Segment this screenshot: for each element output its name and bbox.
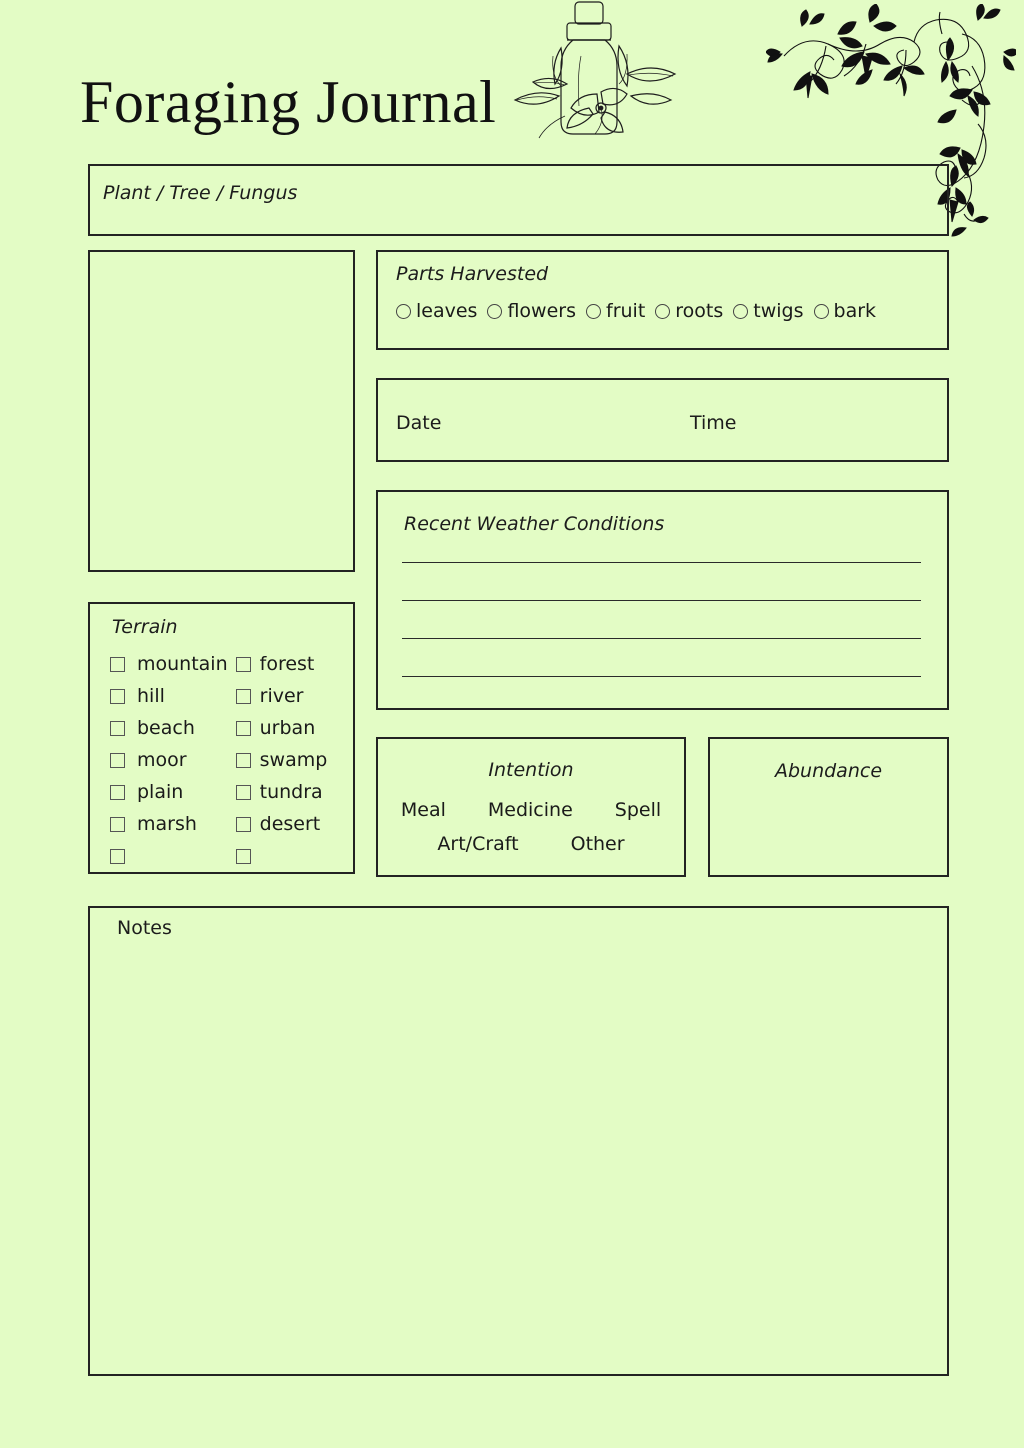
time-label: Time bbox=[690, 412, 737, 434]
checkbox-option-tundra[interactable] bbox=[236, 776, 353, 808]
radio-label: twigs bbox=[753, 300, 804, 322]
checkbox-square-icon bbox=[110, 657, 125, 672]
checkbox-square-icon bbox=[236, 657, 251, 672]
checkbox-square-icon bbox=[110, 849, 125, 864]
weather-conditions-section bbox=[376, 490, 949, 710]
intention-options-row-one bbox=[378, 799, 684, 821]
checkbox-square-icon bbox=[236, 785, 251, 800]
terrain-column-left bbox=[90, 648, 228, 872]
checkbox-square-icon bbox=[236, 721, 251, 736]
parts-harvested-options bbox=[396, 300, 937, 322]
checkbox-square-icon bbox=[236, 849, 251, 864]
abundance-title: Abundance bbox=[774, 760, 883, 782]
radio-circle-icon bbox=[396, 304, 411, 319]
checkbox-square-icon bbox=[236, 817, 251, 832]
checkbox-label: plain bbox=[137, 781, 184, 803]
intention-title: Intention bbox=[488, 759, 574, 781]
radio-circle-icon bbox=[733, 304, 748, 319]
intention-section bbox=[376, 737, 686, 877]
checkbox-label: hill bbox=[137, 685, 165, 707]
checkbox-label: beach bbox=[137, 717, 195, 739]
checkbox-label: tundra bbox=[259, 781, 323, 803]
checkbox-square-icon bbox=[110, 721, 125, 736]
checkbox-square-icon bbox=[110, 817, 125, 832]
page-title: Foraging Journal bbox=[80, 69, 497, 135]
checkbox-label: mountain bbox=[137, 653, 228, 675]
radio-label: fruit bbox=[606, 300, 646, 322]
radio-label: roots bbox=[675, 300, 724, 322]
radio-label: flowers bbox=[507, 300, 576, 322]
plant-name-label: Plant / Tree / Fungus bbox=[103, 182, 298, 204]
writing-line bbox=[402, 562, 921, 563]
checkbox-square-icon bbox=[236, 753, 251, 768]
checkbox-label: marsh bbox=[137, 813, 197, 835]
intention-option-meal[interactable]: Meal bbox=[400, 799, 446, 821]
checkbox-square-icon bbox=[236, 689, 251, 704]
notes-title: Notes bbox=[117, 917, 172, 939]
radio-option-twigs[interactable] bbox=[733, 300, 803, 322]
notes-section[interactable] bbox=[88, 906, 949, 1376]
writing-line bbox=[402, 638, 921, 639]
checkbox-option-moor[interactable] bbox=[110, 744, 228, 776]
intention-options-row-two bbox=[378, 833, 684, 855]
checkbox-option-mountain[interactable] bbox=[110, 648, 228, 680]
radio-label: bark bbox=[833, 300, 877, 322]
checkbox-option-river[interactable] bbox=[236, 680, 353, 712]
intention-option-art-craft[interactable]: Art/Craft bbox=[437, 833, 519, 855]
checkbox-option-plain[interactable] bbox=[110, 776, 228, 808]
date-time-section bbox=[376, 378, 949, 462]
radio-option-roots[interactable] bbox=[655, 300, 723, 322]
writing-line bbox=[402, 676, 921, 677]
checkbox-label: urban bbox=[259, 717, 316, 739]
parts-harvested-title: Parts Harvested bbox=[396, 263, 549, 285]
checkbox-option-blank-left[interactable] bbox=[110, 840, 228, 872]
radio-option-bark[interactable] bbox=[814, 300, 877, 322]
checkbox-option-marsh[interactable] bbox=[110, 808, 228, 840]
radio-circle-icon bbox=[655, 304, 670, 319]
checkbox-option-desert[interactable] bbox=[236, 808, 353, 840]
intention-option-medicine[interactable]: Medicine bbox=[487, 799, 573, 821]
sketch-photo-field[interactable] bbox=[88, 250, 355, 572]
checkbox-option-swamp[interactable] bbox=[236, 744, 353, 776]
checkbox-option-urban[interactable] bbox=[236, 712, 353, 744]
date-label: Date bbox=[396, 412, 442, 434]
radio-label: leaves bbox=[416, 300, 478, 322]
radio-circle-icon bbox=[487, 304, 502, 319]
terrain-section bbox=[88, 602, 355, 874]
checkbox-square-icon bbox=[110, 785, 125, 800]
abundance-section[interactable] bbox=[708, 737, 949, 877]
checkbox-option-blank-right[interactable] bbox=[236, 840, 353, 872]
checkbox-square-icon bbox=[110, 753, 125, 768]
terrain-title: Terrain bbox=[112, 616, 178, 638]
weather-writing-lines[interactable] bbox=[402, 562, 921, 714]
radio-option-leaves[interactable] bbox=[396, 300, 477, 322]
weather-title: Recent Weather Conditions bbox=[404, 513, 665, 535]
radio-circle-icon bbox=[586, 304, 601, 319]
intention-option-spell[interactable]: Spell bbox=[614, 799, 662, 821]
parts-harvested-section bbox=[376, 250, 949, 350]
checkbox-square-icon bbox=[110, 689, 125, 704]
intention-option-other[interactable]: Other bbox=[570, 833, 625, 855]
checkbox-option-forest[interactable] bbox=[236, 648, 353, 680]
checkbox-option-beach[interactable] bbox=[110, 712, 228, 744]
checkbox-label: river bbox=[259, 685, 304, 707]
radio-circle-icon bbox=[814, 304, 829, 319]
apothecary-bottle-floral-illustration bbox=[505, 0, 700, 156]
radio-option-flowers[interactable] bbox=[487, 300, 576, 322]
checkbox-option-hill[interactable] bbox=[110, 680, 228, 712]
checkbox-label: desert bbox=[259, 813, 321, 835]
checkbox-label: forest bbox=[259, 653, 315, 675]
radio-option-fruit[interactable] bbox=[586, 300, 645, 322]
plant-name-field[interactable] bbox=[88, 164, 949, 236]
checkbox-label: moor bbox=[137, 749, 187, 771]
checkbox-label: swamp bbox=[259, 749, 328, 771]
terrain-options bbox=[90, 648, 353, 872]
terrain-column-right bbox=[228, 648, 353, 872]
writing-line bbox=[402, 600, 921, 601]
